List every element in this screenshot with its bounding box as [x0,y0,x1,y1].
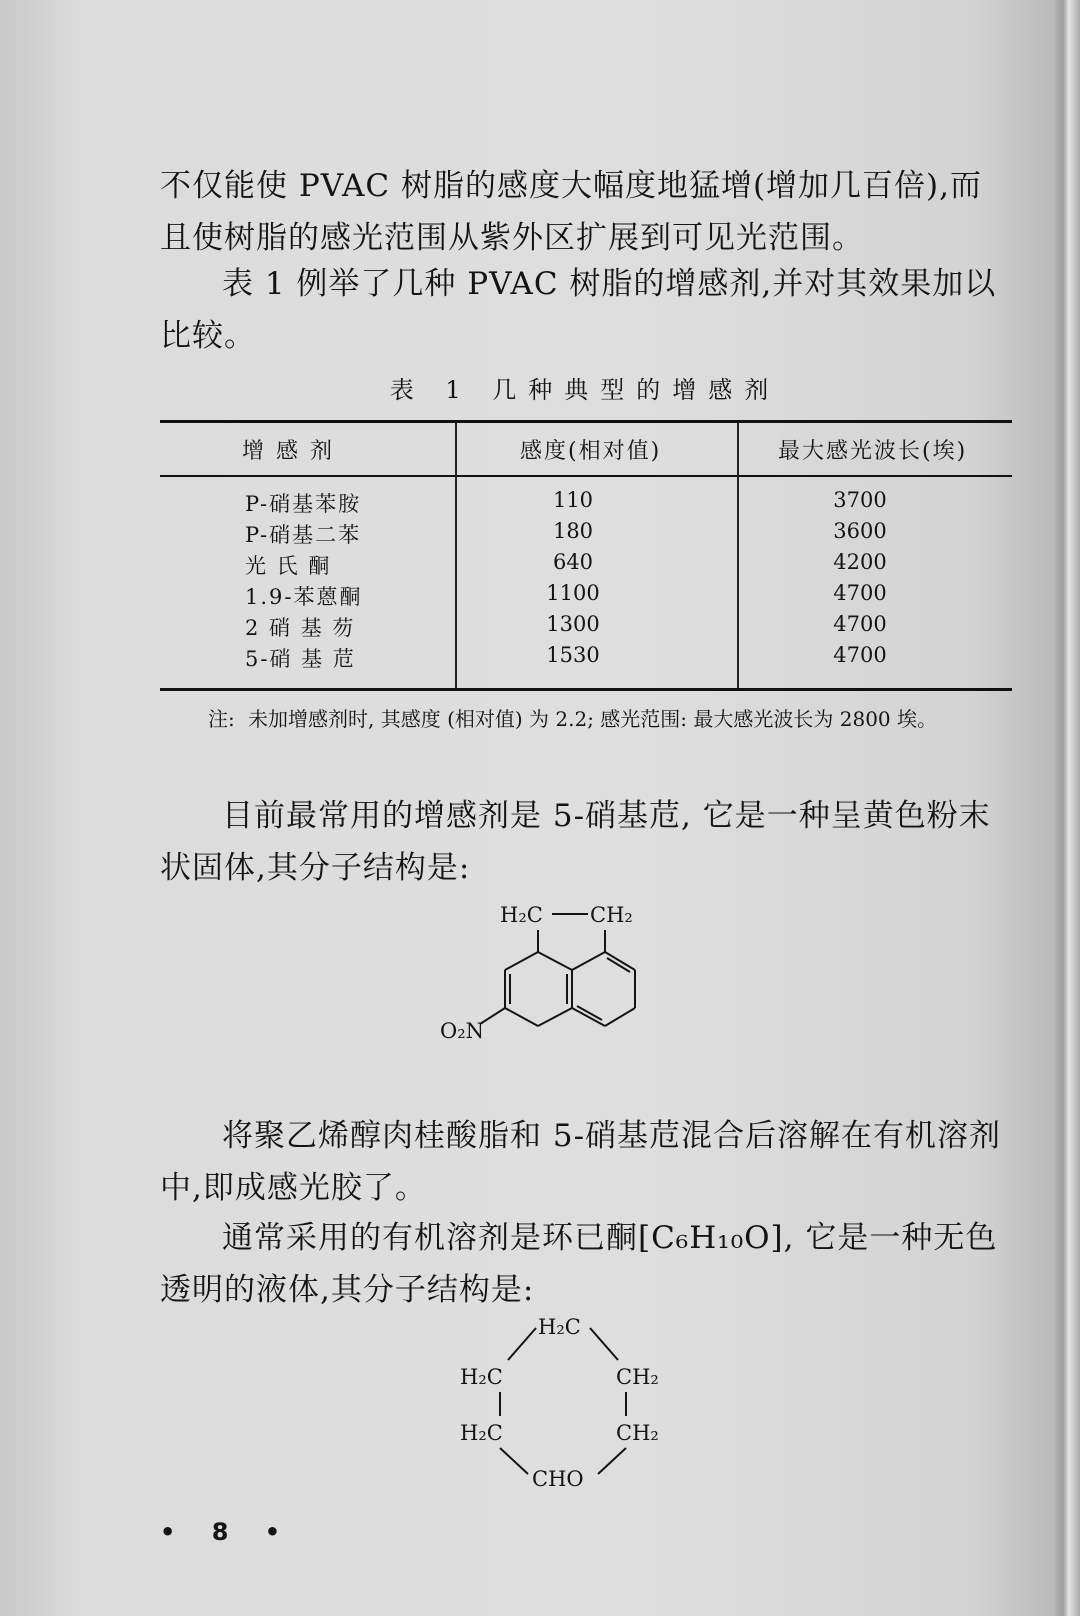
table-cell-sensitivity: 110 [552,488,594,512]
table-top-rule [160,420,1012,423]
structure-label-left-upper: H₂C [460,1365,503,1389]
table-cell-sensitivity: 1300 [546,612,600,636]
paragraph-3: 目前最常用的增感剂是 5-硝基苊, 它是一种呈黄色粉末状固体,其分子结构是: [160,798,991,886]
table-cell-sensitivity: 1530 [546,643,600,667]
book-spine [1052,0,1080,1616]
paragraph-4: 将聚乙烯醇肉桂酸脂和 5-硝基苊混合后溶解在有机溶剂中,即成感光胶了。 [160,1118,1002,1206]
structure-bonds [480,914,635,1026]
structure-label-o2n: O₂N [440,1019,485,1043]
table-row [160,643,1012,674]
structure-label-h2c: H₂C [500,903,543,927]
table-cell-sensitizer: P-硝基苯胺 [245,492,362,516]
table-cell-sensitivity: 1100 [546,581,600,605]
table-row [160,488,1012,519]
table-cell-wavelength: 4700 [833,581,887,605]
table-cell-wavelength: 3700 [833,488,887,512]
paragraph-1: 不仅能使 PVAC 树脂的感度大幅度地猛增(增加几百倍),而且使树脂的感光范围从紫外区扩展到可见光范围。 [160,168,982,256]
table-cell-wavelength: 4700 [833,643,887,667]
structure-label-bottom: CHO [532,1467,584,1490]
table-header-sensitivity: 感度(相对值) [520,439,662,464]
table-bottom-rule [160,688,1012,691]
table-cell-wavelength: 4200 [833,550,887,574]
table-row [160,612,1012,643]
structure-label-right-upper: CH₂ [616,1365,659,1389]
table-cell-wavelength: 3600 [833,519,887,543]
table-body [160,488,1012,674]
table-cell-sensitivity: 640 [552,550,594,574]
table-cell-sensitizer: P-硝基二苯 [245,523,362,547]
note-text: 未加增感剂时, 其感度 (相对值) 为 2.2; 感光范围: 最大感光波长为 2800 埃。 [248,707,938,731]
nitroacenaphthene-structure [440,900,680,1080]
page-number: • 8 • [160,1518,295,1546]
structure-label-top: H₂C [538,1315,581,1339]
table-cell-sensitizer: 2 硝 基 芴 [245,616,356,640]
table-header-wavelength: 最大感光波长(埃) [778,439,968,464]
table-header-rule [160,475,1012,477]
table-row [160,581,1012,612]
table-row [160,519,1012,550]
structure-bonds [500,1328,626,1474]
note-label: 注: [208,707,235,731]
table-row [160,550,1012,581]
structure-label-ch2: CH₂ [590,903,633,927]
table-cell-wavelength: 4700 [833,612,887,636]
paragraph-2: 表 1 例举了几种 PVAC 树脂的增感剂,并对其效果加以比较。 [160,266,997,354]
table-cell-sensitivity: 180 [552,519,594,543]
table-header-sensitizer: 增感剂 [242,439,345,464]
table-cell-sensitizer: 1.9-苯蒽酮 [245,585,363,609]
table-cell-sensitizer: 5-硝 基 苊 [245,647,356,671]
paragraph-5: 通常采用的有机溶剂是环已酮[C₆H₁₀O], 它是一种无色透明的液体,其分子结构是: [160,1220,998,1308]
table-cell-sensitizer: 光 氏 酮 [245,554,332,578]
cyclohexanone-structure [440,1310,700,1490]
structure-label-left-lower: H₂C [460,1421,503,1445]
structure-label-right-lower: CH₂ [616,1421,659,1445]
table-caption: 表 1 几种典型的增感剂 [389,376,781,404]
